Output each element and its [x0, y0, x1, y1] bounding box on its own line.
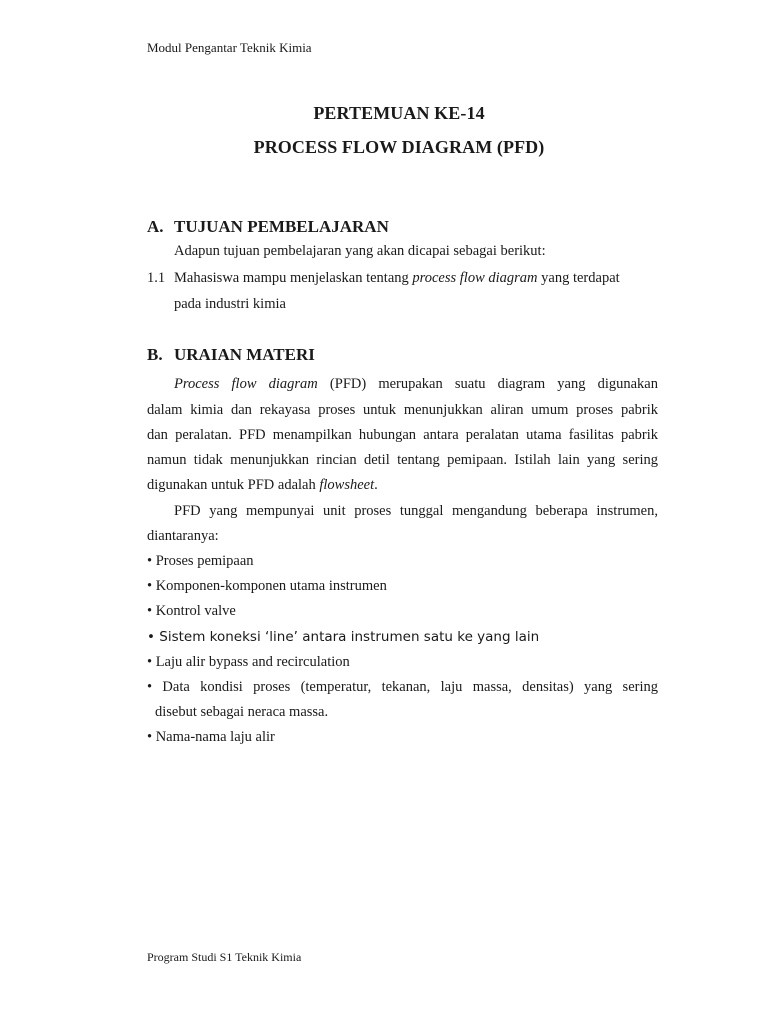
objective-text-italic: process flow diagram: [412, 270, 538, 286]
section-a-heading: [147, 217, 389, 237]
section-a-number: A.: [147, 217, 164, 236]
title-line-2: PROCESS FLOW DIAGRAM (PFD): [253, 137, 545, 157]
paragraph-1-line-5-pre: digunakan untuk PFD adalah: [147, 477, 320, 493]
paragraph-1-line-5: [147, 477, 378, 494]
paragraph-1-line-4: namun tidak menunjukkan rincian detil tentang pemipaan. Istilah lain yang sering: [147, 452, 658, 468]
objective-text-pre: Mahasiswa mampu menjelaskan tentang: [174, 270, 413, 286]
objective-number: 1.1: [147, 270, 166, 286]
list-item: • Komponen-komponen utama instrumen: [147, 578, 387, 594]
paragraph-2-line-1: PFD yang mempunyai unit proses tunggal mengandung beberapa instrumen,: [174, 503, 658, 519]
list-item: • Data kondisi proses (temperatur, tekanan, laju massa, densitas) yang sering: [147, 679, 658, 695]
list-item-continued: disebut sebagai neraca massa.: [155, 704, 329, 720]
paragraph-1-line-5-post: .: [374, 477, 378, 493]
paragraph-1-line-1-rest: (PFD) merupakan suatu diagram yang digunakan: [317, 376, 658, 392]
list-item: • Nama-nama laju alir: [147, 729, 275, 745]
section-a-title: TUJUAN PEMBELAJARAN: [174, 217, 389, 236]
running-footer: Program Studi S1 Teknik Kimia: [147, 950, 302, 964]
section-b-title: URAIAN MATERI: [174, 345, 315, 364]
section-a-intro: Adapun tujuan pembelajaran yang akan dicapai sebagai berikut:: [174, 243, 546, 259]
objective-item: [147, 270, 620, 287]
list-item: • Laju alir bypass and recirculation: [147, 654, 350, 670]
running-header: Modul Pengantar Teknik Kimia: [147, 40, 312, 55]
list-item: • Kontrol valve: [147, 603, 236, 619]
section-b-heading: [147, 345, 315, 365]
objective-text-continued: pada industri kimia: [174, 296, 286, 312]
section-b-number: B.: [147, 345, 163, 364]
paragraph-2-line-2: diantaranya:: [147, 528, 219, 544]
list-item: • Sistem koneksi ‘line’ antara instrumen satu ke yang lain: [147, 629, 540, 645]
paragraph-1-line-3: dan peralatan. PFD menampilkan hubungan antara peralatan utama fasilitas pabrik: [147, 427, 658, 443]
flowsheet-term-italic: flowsheet: [319, 477, 375, 493]
list-item: • Proses pemipaan: [147, 553, 254, 569]
paragraph-1-line-1: [174, 376, 658, 393]
title-line-1: PERTEMUAN KE-14: [313, 103, 485, 123]
paragraph-1-line-2: dalam kimia dan rekayasa proses untuk menunjukkan aliran umum proses pabrik: [147, 402, 658, 418]
objective-text-post: yang terdapat: [537, 270, 620, 286]
pfd-term-italic: Process flow diagram: [174, 376, 318, 392]
